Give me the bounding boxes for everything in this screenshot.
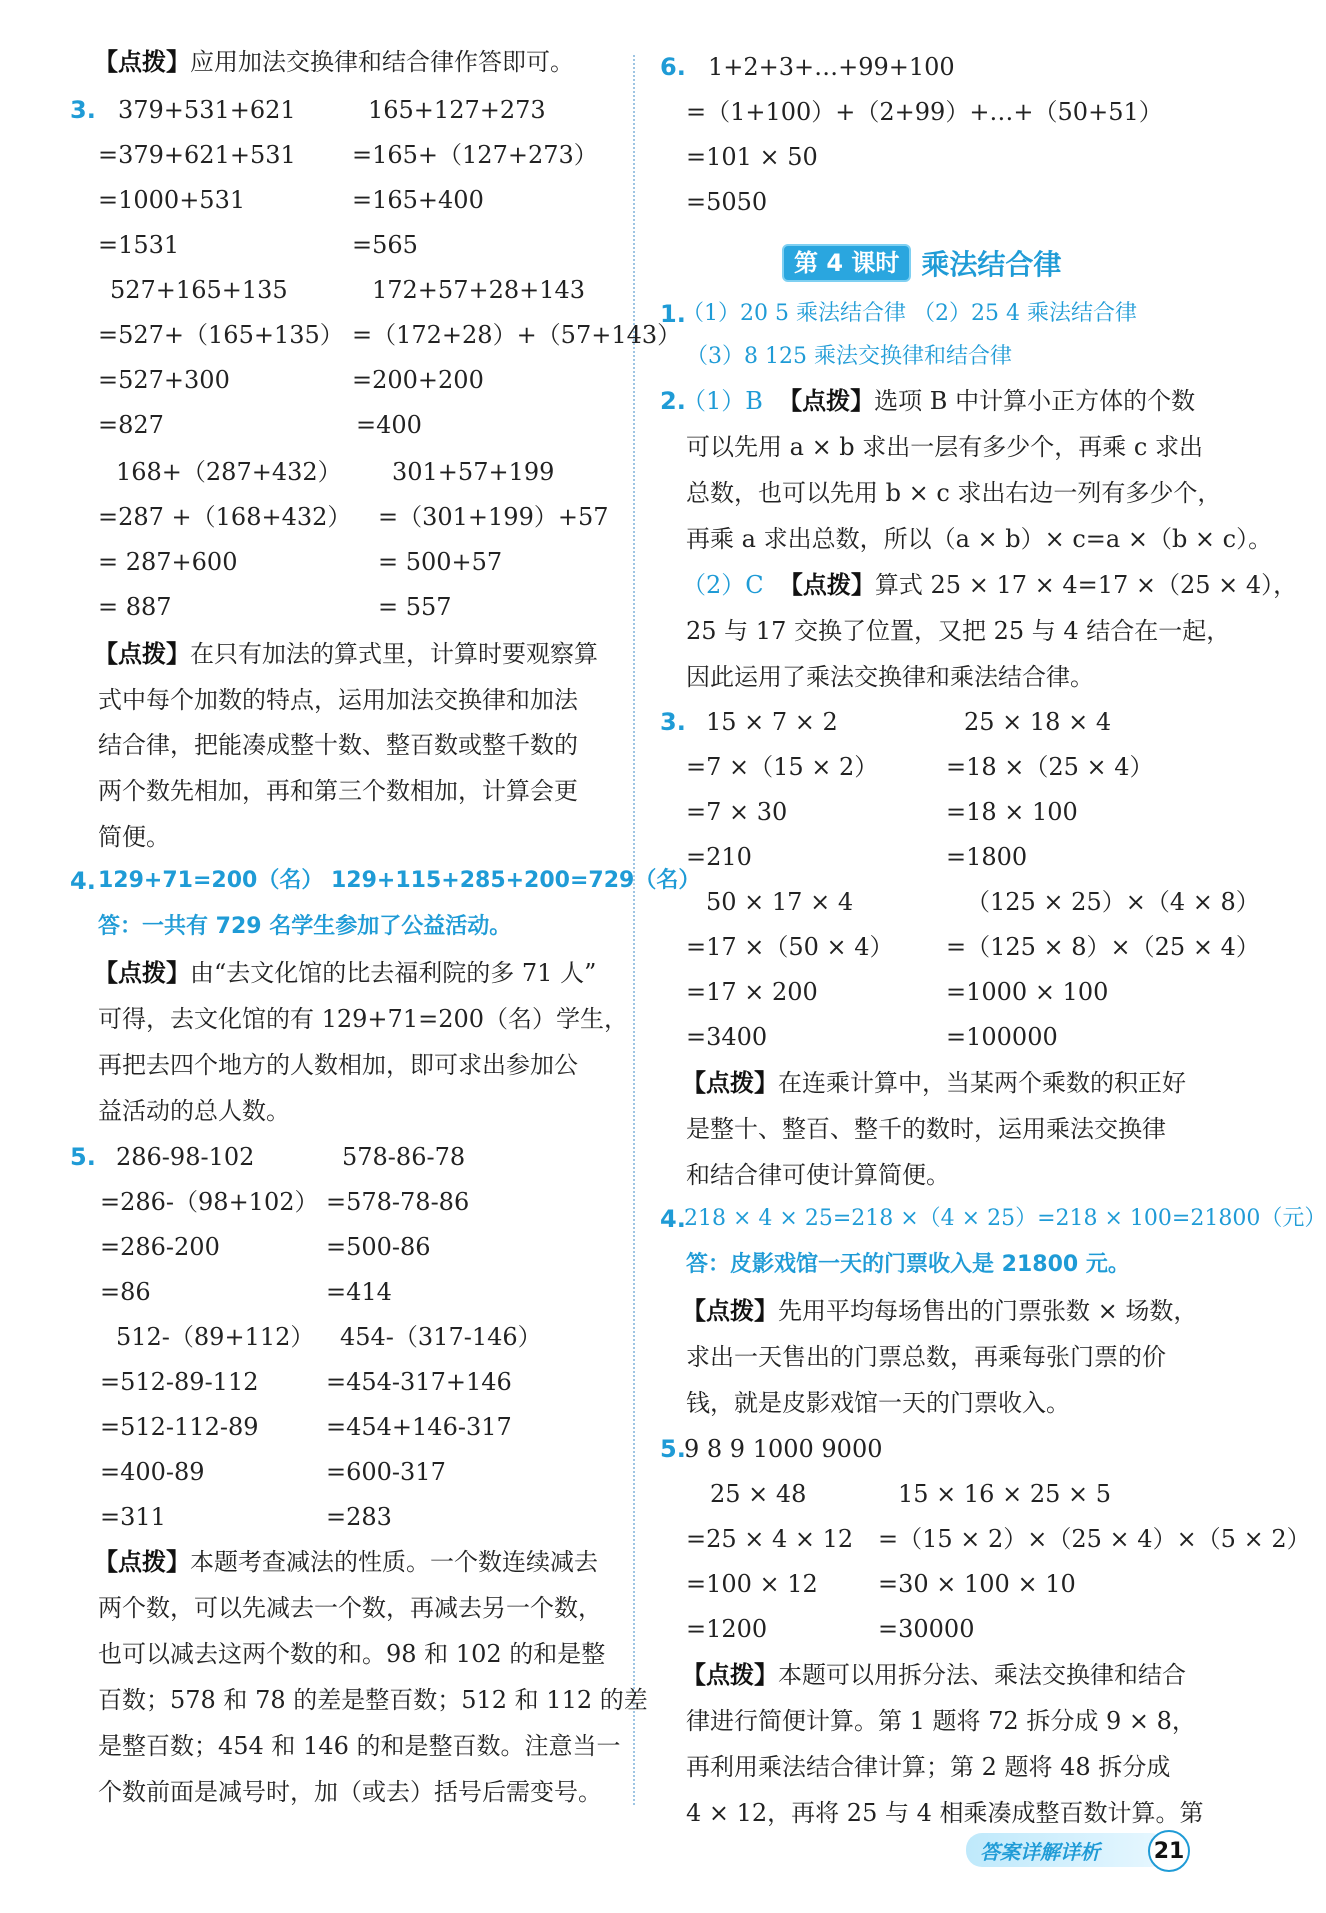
r1-label: 1. <box>660 300 686 328</box>
lesson-title: 乘法结合律 <box>921 248 1062 281</box>
footer-banner: 答案详解详析 <box>966 1833 1166 1867</box>
r4-label: 4. <box>660 1205 686 1233</box>
r3-label: 3. <box>660 708 686 736</box>
q4-answer: 答：一共有 729 名学生参加了公益活动。 <box>98 914 512 939</box>
page-number: 21 <box>1148 1830 1190 1872</box>
r2-label: 2. <box>660 387 686 415</box>
r4-answer: 答：皮影戏馆一天的门票收入是 21800 元。 <box>686 1252 1130 1277</box>
r1-line1: （1）20 5 乘法结合律 （2）25 4 乘法结合律 <box>682 301 1137 326</box>
q4-label: 4. <box>70 867 96 895</box>
r2-p1-first: （1）B 【点拨】选项 B 中计算小正方体的个数 <box>682 387 1196 415</box>
q4-equation: 129+71=200（名） 129+115+285+200=729（名） <box>98 868 701 893</box>
lesson-heading <box>782 243 1061 283</box>
q3-label: 3. <box>70 96 96 124</box>
hint-0: 【点拨】应用加法交换律和结合律作答即可。 <box>94 48 574 76</box>
r5-label: 5. <box>660 1435 686 1463</box>
q5-label: 5. <box>70 1143 96 1171</box>
r2-p2-first: （2）C 【点拨】算式 25 × 17 × 4=17 ×（25 × 4）， <box>682 571 1298 599</box>
r4-equation: 218 × 4 × 25=218 ×（4 × 25）=218 × 100=21800（元） <box>684 1206 1326 1231</box>
r5-line1: 9 8 9 1000 9000 <box>684 1435 883 1463</box>
q6-label: 6. <box>660 53 686 81</box>
lesson-badge: 第 4 课时 <box>782 244 911 282</box>
r1-line2: （3）8 125 乘法交换律和结合律 <box>686 344 1012 369</box>
